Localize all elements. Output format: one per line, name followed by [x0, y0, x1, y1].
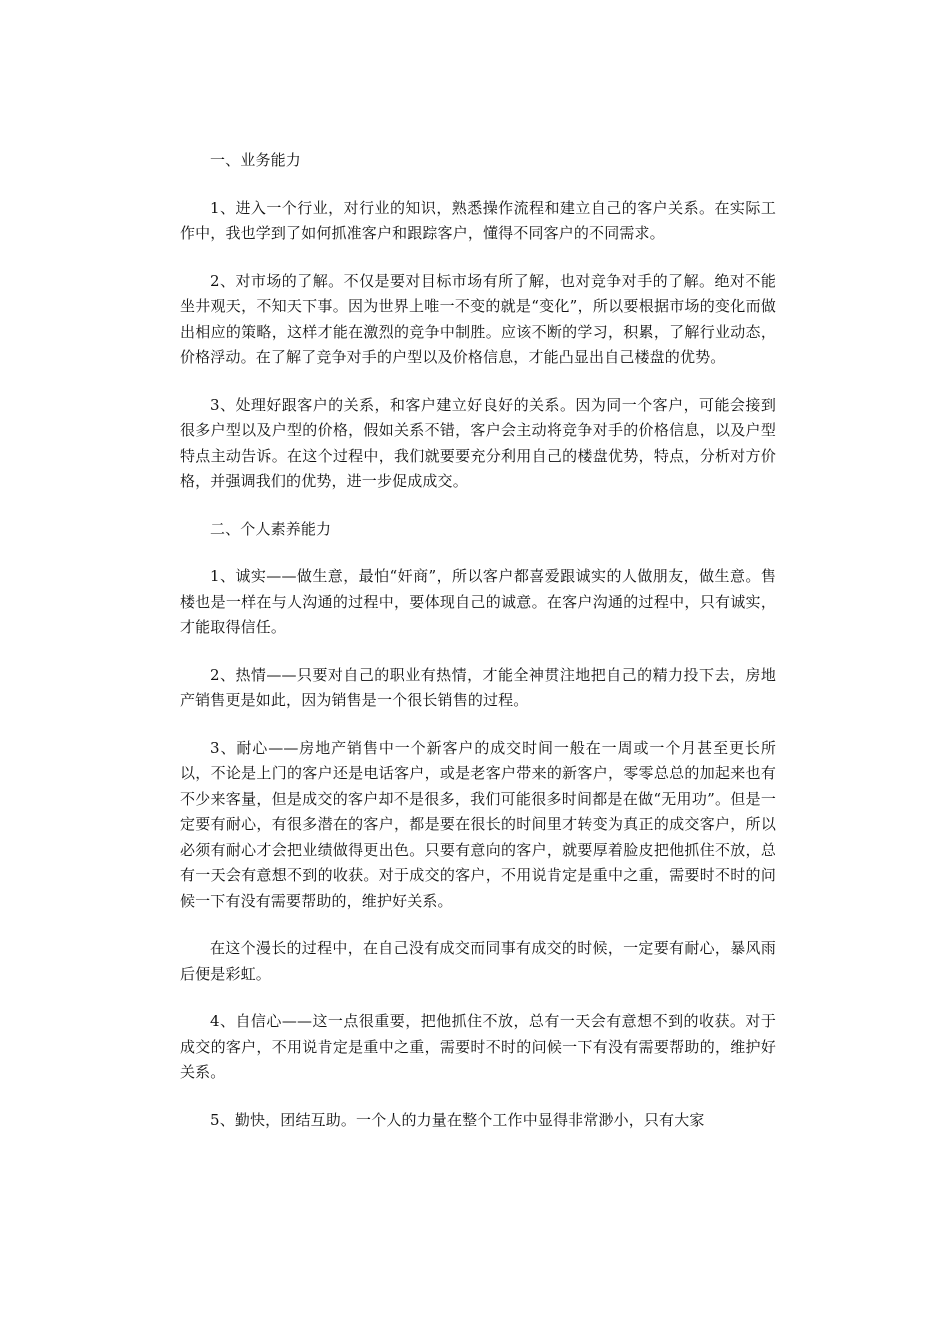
- paragraph-client-relationship: 3、处理好跟客户的关系，和客户建立好良好的关系。因为同一个客户，可能会接到很多户型以及户型的价格，假如关系不错，客户会主动将竞争对手的价格信息，以及户型特点主动告诉。在这个过程中，我们就要要充分利用自己的楼盘优势，特点，分析对方价格，并强调我们的优势，进一步促成成交。: [180, 395, 776, 490]
- paragraph-confidence: 4、自信心——这一点很重要，把他抓住不放，总有一天会有意想不到的收获。对于成交的客户，不用说肯定是重中之重，需要时不时的问候一下有没有需要帮助的，维护好关系。: [180, 1012, 776, 1081]
- section-heading-personal-quality: 二、个人素养能力: [210, 519, 332, 538]
- paragraph-patience-continued: 在这个漫长的过程中，在自己没有成交而同事有成交的时候，一定要有耐心，暴风雨后便是彩虹。: [180, 939, 776, 983]
- paragraph-industry-knowledge: 1、进入一个行业，对行业的知识，熟悉操作流程和建立自己的客户关系。在实际工作中，我也学到了如何抓准客户和跟踪客户，懂得不同客户的不同需求。: [180, 198, 776, 242]
- paragraph-teamwork: 5、勤快，团结互助。一个人的力量在整个工作中显得非常渺小，只有大家: [210, 1110, 705, 1129]
- paragraph-honesty: 1、诚实——做生意，最怕“奸商”，所以客户都喜爱跟诚实的人做朋友，做生意。售楼也是一样在与人沟通的过程中，要体现自己的诚意。在客户沟通的过程中，只有诚实，才能取得信任。: [180, 567, 776, 636]
- document-body: [180, 148, 776, 1155]
- paragraph-enthusiasm: 2、热情——只要对自己的职业有热情，才能全神贯注地把自己的精力投下去，房地产销售更是如此，因为销售是一个很长销售的过程。: [180, 665, 776, 709]
- paragraph-market-understanding: 2、对市场的了解。不仅是要对目标市场有所了解，也对竞争对手的了解。绝对不能坐井观天，不知天下事。因为世界上唯一不变的就是“变化”，所以要根据市场的变化而做出相应的策略，这样才能在激烈的竞争中制胜。应该不断的学习，积累，了解行业动态，价格浮动。在了解了竞争对手的户型以及价格信息，才能凸显出自己楼盘的优势。: [180, 271, 776, 366]
- section-heading-business-ability: 一、业务能力: [210, 151, 301, 169]
- paragraph-patience: 3、耐心——房地产销售中一个新客户的成交时间一般在一周或一个月甚至更长所以，不论是上门的客户还是电话客户，或是老客户带来的新客户，零零总总的加起来也有不少来客量，但是成交的客户却不是很多，我们可能很多时间都是在做“无用功”。但是一定要有耐心，有很多潜在的客户，都是要在很长的时间里才转变为真正的成交客户，所以必须有耐心才会把业绩做得更出色。只要有意向的客户，就要厚着脸皮把他抓住不放，总有一天会有意想不到的收获。对于成交的客户，不用说肯定是重中之重，需要时不时的问候一下有没有需要帮助的，维护好关系。: [180, 738, 776, 910]
